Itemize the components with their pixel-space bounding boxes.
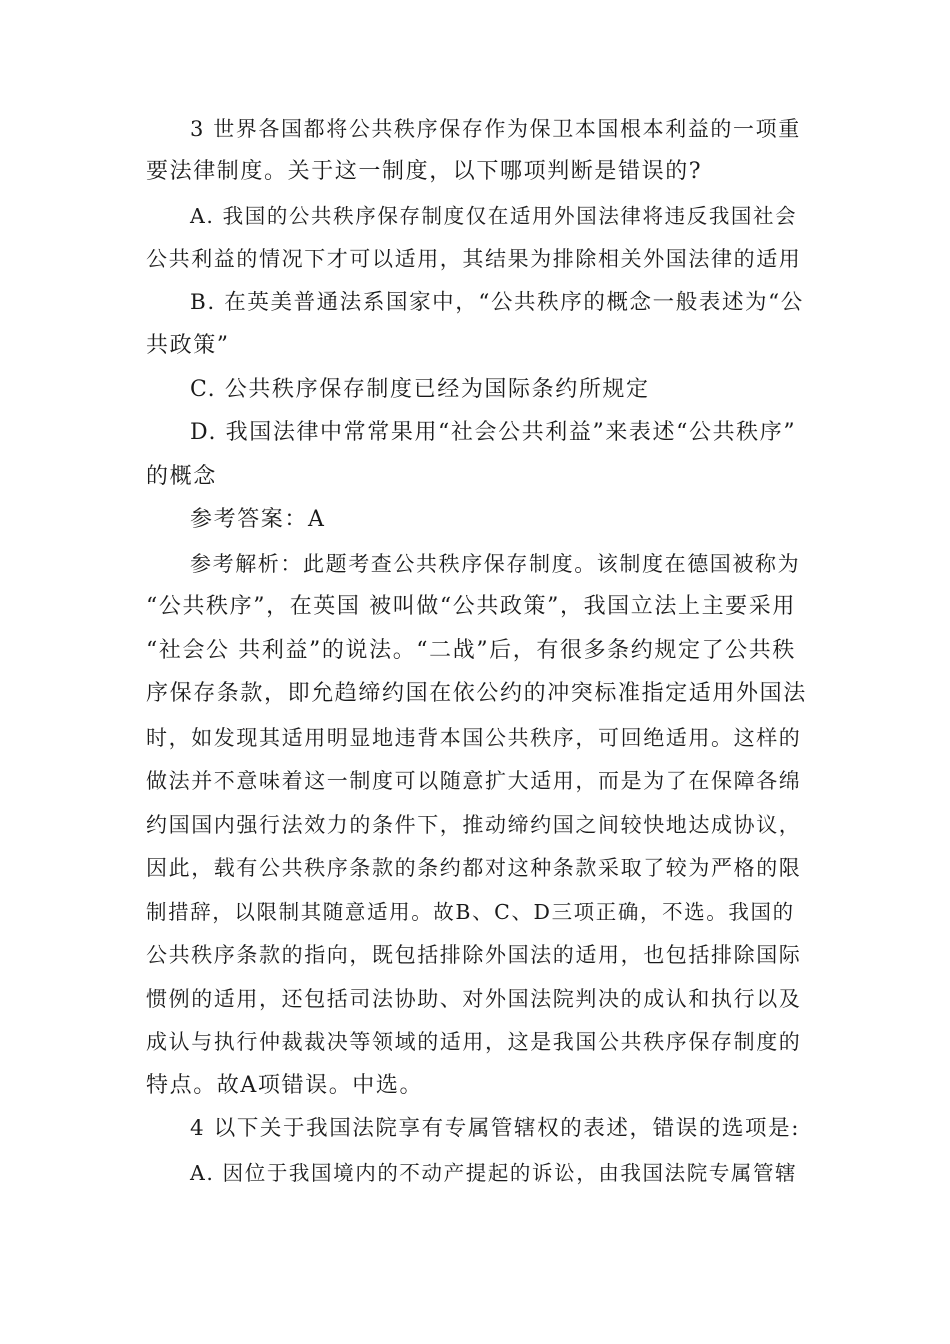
explanation-line-5: 时，如发现其适用明显地违背本国公共秩序，可回绝适用。这样的 (146, 726, 802, 750)
question-4-stem: 4 以下关于我国法院享有专属管辖权的表述，错误的选项是: (190, 1116, 801, 1141)
option-b-line-2: 共政策” (146, 333, 230, 358)
explanation-line-12: 成认与执行仲裁裁决等领域的适用，这是我国公共秩序保存制度的 (146, 1030, 802, 1054)
explanation-line-10: 公共秩序条款的指向，既包括排除外国法的适用，也包括排除国际 (146, 943, 802, 967)
question-4-option-a: A. 因位于我国境内的不动产提起的诉讼，由我国法院专属管辖 (190, 1161, 798, 1185)
explanation-line-7: 约国国内强行法效力的条件下，推动缔约国之间较快地达成协议， (146, 813, 802, 837)
explanation-line-3: “社会公 共利益”的说法。“二战”后，有很多条约规定了公共秩 (146, 638, 796, 663)
option-c: C. 公共秩序保存制度已经为国际条约所规定 (190, 377, 650, 402)
option-a-line-1: A. 我国的公共秩序保存制度仅在适用外国法律将违反我国社会 (190, 204, 798, 228)
explanation-line-9: 制措辞，以限制其随意适用。故B、C、D三项正确，不选。我国的 (146, 900, 795, 924)
option-b-line-1: B. 在英美普通法系国家中，“公共秩序的概念一般表述为“公 (190, 290, 804, 315)
explanation-line-8: 因此，载有公共秩序条款的条约都对这种条款采取了较为严格的限 (146, 856, 802, 880)
explanation-line-6: 做法并不意味着这一制度可以随意扩大适用，而是为了在保障各绵 (146, 769, 802, 793)
question-3-stem-line-1: 3 世界各国都将公共秩序保存作为保卫本国根本利益的一项重 (190, 117, 801, 141)
question-3-stem-line-2: 要法律制度。关于这一制度，以下哪项判断是错误的? (146, 159, 703, 184)
explanation-line-4: 序保存条款，即允趋缔约国在依公约的冲突标准指定适用外国法 (146, 681, 807, 706)
explanation-line-11: 惯例的适用，还包括司法协助、对外国法院判决的成认和执行以及 (146, 987, 802, 1011)
explanation-line-1: 参考解析：此题考查公共秩序保存制度。该制度在德国被称为 (190, 552, 801, 576)
explanation-line-2: “公共秩序”，在英国 被叫做“公共政策”，我国立法上主要采用 (146, 594, 796, 619)
explanation-line-13: 特点。故A项错误。中选。 (146, 1073, 424, 1098)
reference-answer: 参考答案：A (190, 507, 326, 532)
option-a-line-2: 公共利益的情况下才可以适用，其结果为排除相关外国法律的适用 (146, 247, 802, 271)
option-d-line-1: D. 我国法律中常常果用“社会公共利益”来表述“公共秩序” (190, 420, 797, 445)
option-d-line-2: 的概念 (146, 464, 217, 489)
